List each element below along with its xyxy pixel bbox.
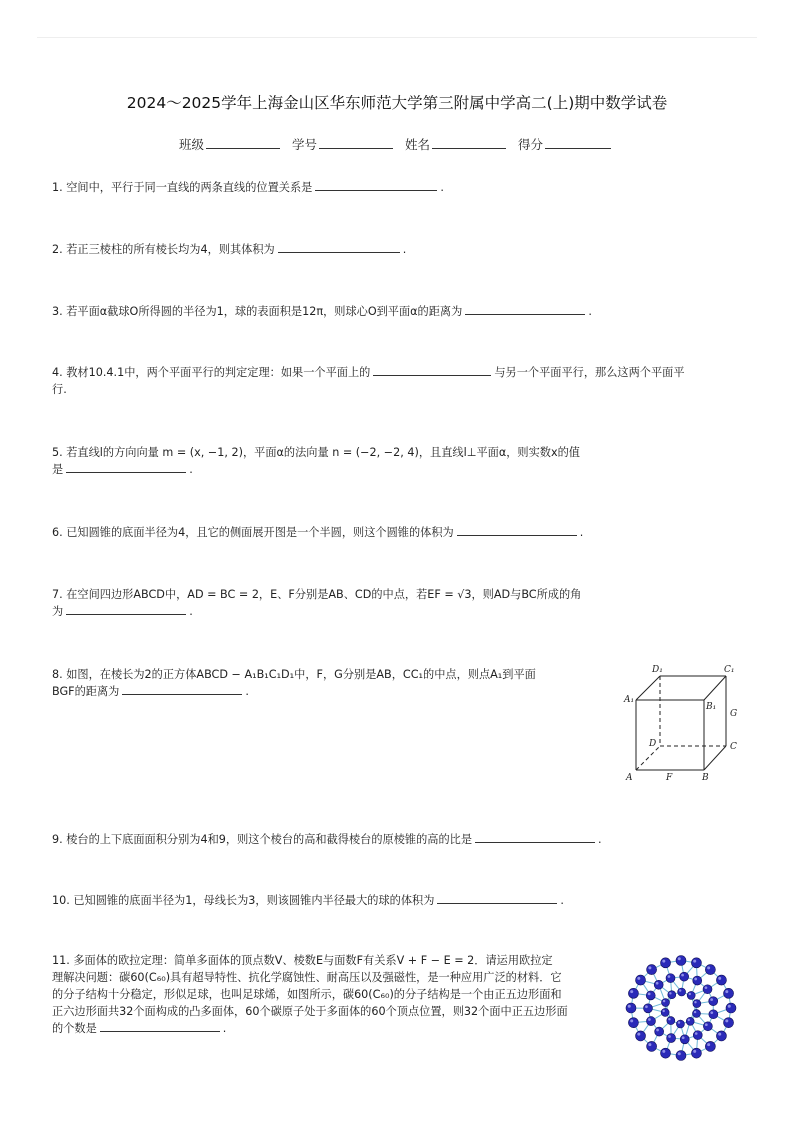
carbon-atom — [705, 1041, 715, 1051]
question-end: . — [588, 305, 592, 318]
carbon-atom — [628, 1018, 638, 1028]
edge-b1c1 — [704, 676, 726, 700]
score-label: 得分 — [517, 137, 543, 152]
student-no-blank[interactable] — [319, 137, 393, 149]
answer-blank[interactable] — [122, 683, 242, 695]
atom-highlight — [648, 966, 651, 969]
carbon-atom — [703, 985, 712, 994]
answer-blank[interactable] — [475, 831, 595, 843]
label-a1: A₁ — [624, 695, 635, 705]
question-end: . — [245, 685, 249, 698]
question-11-line4: 正六边形面共32个面构成的凸多面体，60个碳原子处于多面体的60个顶点位置，则32个面中正五边形面 — [52, 1005, 568, 1018]
question-end: . — [222, 1022, 227, 1035]
atom-highlight — [694, 1001, 696, 1003]
question-end: . — [440, 181, 444, 194]
carbon-atom — [636, 1031, 646, 1041]
atom-highlight — [695, 1032, 698, 1035]
atom-highlight — [694, 978, 697, 981]
label-g: G — [730, 709, 738, 719]
question-4-text-end: 行. — [52, 383, 67, 396]
question-11-line3: 的分子结构十分稳定，形似足球，也叫足球烯，如图所示，碳60(C₆₀)的分子结构是一个由正五边形面和 — [52, 988, 562, 1001]
carbon-atom — [724, 988, 734, 998]
question-end: . — [560, 894, 564, 907]
label-c1: C₁ — [724, 665, 735, 675]
carbon-atom — [667, 1017, 675, 1025]
question-3-text: 3. 若平面α截球O所得圆的半径为1，球的表面积是12π，则球心O到平面α的距离为 — [52, 305, 463, 318]
atom-highlight — [679, 989, 681, 991]
carbon-atom — [661, 1048, 671, 1058]
page-title: 2024～2025学年上海金山区华东师范大学第三附属中学高二(上)期中数学试卷 — [126, 94, 668, 112]
question-3 — [52, 303, 592, 320]
atom-highlight — [678, 957, 681, 960]
atom-highlight — [725, 1019, 728, 1022]
carbon-atom — [654, 980, 663, 989]
student-no-label: 学号 — [291, 137, 317, 152]
question-end: . — [189, 605, 193, 618]
question-1-text: 1. 空间中，平行于同一直线的两条直线的位置关系是 — [52, 181, 313, 194]
carbon-atom — [716, 975, 726, 985]
atom-highlight — [725, 990, 728, 993]
carbon-atom — [667, 1034, 676, 1043]
atom-highlight — [718, 1033, 721, 1036]
carbon-atom — [661, 1008, 669, 1016]
carbon-atom — [661, 958, 671, 968]
question-4-text-cont: 与另一个平面平行，那么这两个平面平 — [494, 366, 685, 379]
answer-blank[interactable] — [373, 364, 491, 376]
atom-highlight — [693, 1050, 696, 1053]
question-5-text-cont: 是 — [52, 463, 64, 476]
question-end: . — [402, 243, 407, 256]
atom-highlight — [668, 975, 671, 978]
question-end: . — [579, 526, 584, 539]
name-label: 姓名 — [404, 137, 430, 152]
carbon-atom — [646, 1017, 655, 1026]
carbon-atom — [646, 991, 655, 1000]
question-7-text: 7. 在空间四边形ABCD中，AD = BC = 2，E、F分别是AB、CD的中点，若EF = √3，则AD与BC所成的角 — [52, 588, 582, 601]
atom-highlight — [689, 993, 691, 995]
atom-highlight — [705, 986, 708, 989]
carbon-atom — [687, 991, 695, 999]
cube-figure — [620, 660, 750, 782]
question-8-text: 8. 如图，在棱长为2的正方体ABCD − A₁B₁C₁D₁中，F，G分别是AB，CC₁的中点，则点A₁到平面 — [52, 668, 536, 681]
atom-highlight — [656, 1029, 659, 1032]
question-11-line1: 11. 多面体的欧拉定理：简单多面体的顶点数V、棱数E与面数F有关系V + F − E = 2．请运用欧拉定 — [52, 954, 553, 967]
question-8-text-cont: BGF的距离为 — [52, 685, 120, 698]
label-c: C — [730, 742, 737, 752]
atom-highlight — [718, 977, 721, 980]
atom-highlight — [648, 1043, 651, 1046]
atom-highlight — [728, 1005, 731, 1008]
carbon-atom — [692, 1009, 700, 1017]
atom-highlight — [648, 1018, 651, 1021]
answer-blank[interactable] — [315, 179, 437, 191]
atom-highlight — [645, 1005, 648, 1008]
question-4 — [52, 364, 732, 398]
carbon-atom — [693, 976, 702, 985]
atom-highlight — [678, 1021, 680, 1023]
atom-highlight — [663, 1000, 665, 1002]
answer-blank[interactable] — [66, 461, 186, 473]
carbon-atom — [647, 965, 657, 975]
carbon-atom — [647, 1041, 657, 1051]
carbon-atom — [691, 958, 701, 968]
atom-highlight — [668, 1018, 670, 1020]
question-2-text: 2. 若正三棱柱的所有棱长均为4，则其体积为 — [52, 243, 275, 256]
atom-highlight — [682, 1036, 685, 1039]
label-a: A — [626, 773, 633, 782]
edge-bc — [704, 746, 726, 770]
c60-molecule-figure — [618, 950, 744, 1068]
question-end: . — [598, 833, 602, 846]
carbon-atom — [709, 1010, 718, 1019]
atom-highlight — [707, 1043, 710, 1046]
atom-highlight — [693, 960, 696, 963]
carbon-atom — [628, 988, 638, 998]
carbon-atom — [703, 1022, 712, 1031]
question-6 — [52, 524, 583, 541]
atom-highlight — [637, 1033, 640, 1036]
question-end: . — [189, 463, 193, 476]
answer-blank[interactable] — [465, 303, 585, 315]
question-5 — [52, 444, 732, 478]
atom-highlight — [637, 977, 640, 980]
atom-highlight — [662, 1050, 665, 1053]
answer-blank[interactable] — [100, 1020, 220, 1032]
question-9-text: 9. 棱台的上下底面面积分别为4和9，则这个棱台的高和截得棱台的原棱锥的高的比是 — [52, 833, 473, 846]
atom-highlight — [688, 1019, 690, 1021]
question-5-text: 5. 若直线l的方向向量 m = (x, −1, 2)，平面α的法向量 n = (−2, −2, 4)，且直线l⊥平面α，则实数x的值 — [52, 446, 580, 459]
class-blank[interactable] — [206, 137, 280, 149]
score-blank[interactable] — [545, 137, 611, 149]
label-b: B — [702, 773, 709, 782]
carbon-atom — [716, 1031, 726, 1041]
carbon-atom — [676, 956, 686, 966]
question-11-line5: 的个数是 — [52, 1022, 97, 1035]
label-d1: D₁ — [652, 665, 663, 675]
student-info-line — [0, 135, 794, 153]
carbon-atom — [726, 1003, 736, 1013]
class-label: 班级 — [178, 137, 204, 152]
carbon-atom — [680, 1035, 689, 1044]
atom-highlight — [648, 993, 651, 996]
carbon-atom — [662, 999, 670, 1007]
label-b1: B₁ — [706, 702, 717, 712]
carbon-atom — [636, 975, 646, 985]
carbon-atom — [676, 1020, 684, 1028]
question-7 — [52, 586, 732, 620]
atom-highlight — [662, 960, 665, 963]
name-blank[interactable] — [432, 137, 506, 149]
question-11-line2: 理解决问题：碳60(C₆₀)具有超导特性、抗化学腐蚀性、耐高压以及强磁性，是一种应用广泛的材料．它 — [52, 971, 562, 984]
question-10 — [52, 892, 564, 909]
atom-highlight — [628, 1005, 631, 1008]
atom-highlight — [710, 1011, 713, 1014]
atom-highlight — [630, 990, 633, 993]
carbon-atom — [693, 1031, 702, 1040]
carbon-atom — [655, 1027, 664, 1036]
carbon-atom — [705, 965, 715, 975]
question-7-text-cont: 为 — [52, 605, 64, 618]
question-11 — [52, 952, 612, 1037]
carbon-atom — [724, 1018, 734, 1028]
answer-blank[interactable] — [278, 241, 400, 253]
atom-highlight — [630, 1019, 633, 1022]
atom-highlight — [663, 1010, 665, 1012]
atom-highlight — [694, 1011, 696, 1013]
question-1 — [52, 179, 444, 196]
question-2 — [52, 241, 406, 258]
carbon-atom — [678, 988, 686, 996]
atom-highlight — [705, 1023, 708, 1026]
question-8 — [52, 666, 612, 700]
carbon-atom — [676, 1051, 686, 1061]
edge-ad-hidden — [636, 746, 660, 770]
answer-blank[interactable] — [437, 892, 557, 904]
answer-blank[interactable] — [457, 524, 577, 536]
atom-highlight — [710, 998, 713, 1001]
carbon-atom — [691, 1048, 701, 1058]
atom-highlight — [678, 1052, 681, 1055]
carbon-atom — [666, 974, 675, 983]
question-10-text: 10. 已知圆锥的底面半径为1，母线长为3，则该圆锥内半径最大的球的体积为 — [52, 894, 435, 907]
carbon-atom — [693, 1000, 701, 1008]
question-4-text: 4. 教材10.4.1中，两个平面平行的判定定理：如果一个平面上的 — [52, 366, 371, 379]
carbon-atom — [680, 972, 689, 981]
label-d: D — [649, 739, 657, 749]
header-divider — [37, 37, 757, 38]
carbon-atom — [668, 991, 676, 999]
carbon-atom — [686, 1017, 694, 1025]
atom-highlight — [668, 1035, 671, 1038]
atom-highlight — [669, 992, 671, 994]
carbon-atom — [644, 1004, 653, 1013]
question-6-text: 6. 已知圆锥的底面半径为4，且它的侧面展开图是一个半圆，则这个圆锥的体积为 — [52, 526, 454, 539]
atom-highlight — [681, 974, 684, 977]
label-f: F — [666, 773, 673, 782]
carbon-atom — [626, 1003, 636, 1013]
atom-highlight — [656, 982, 659, 985]
answer-blank[interactable] — [66, 603, 186, 615]
atom-highlight — [707, 966, 710, 969]
carbon-atom — [709, 997, 718, 1006]
edge-a1d1 — [636, 676, 660, 700]
question-9 — [52, 831, 602, 848]
